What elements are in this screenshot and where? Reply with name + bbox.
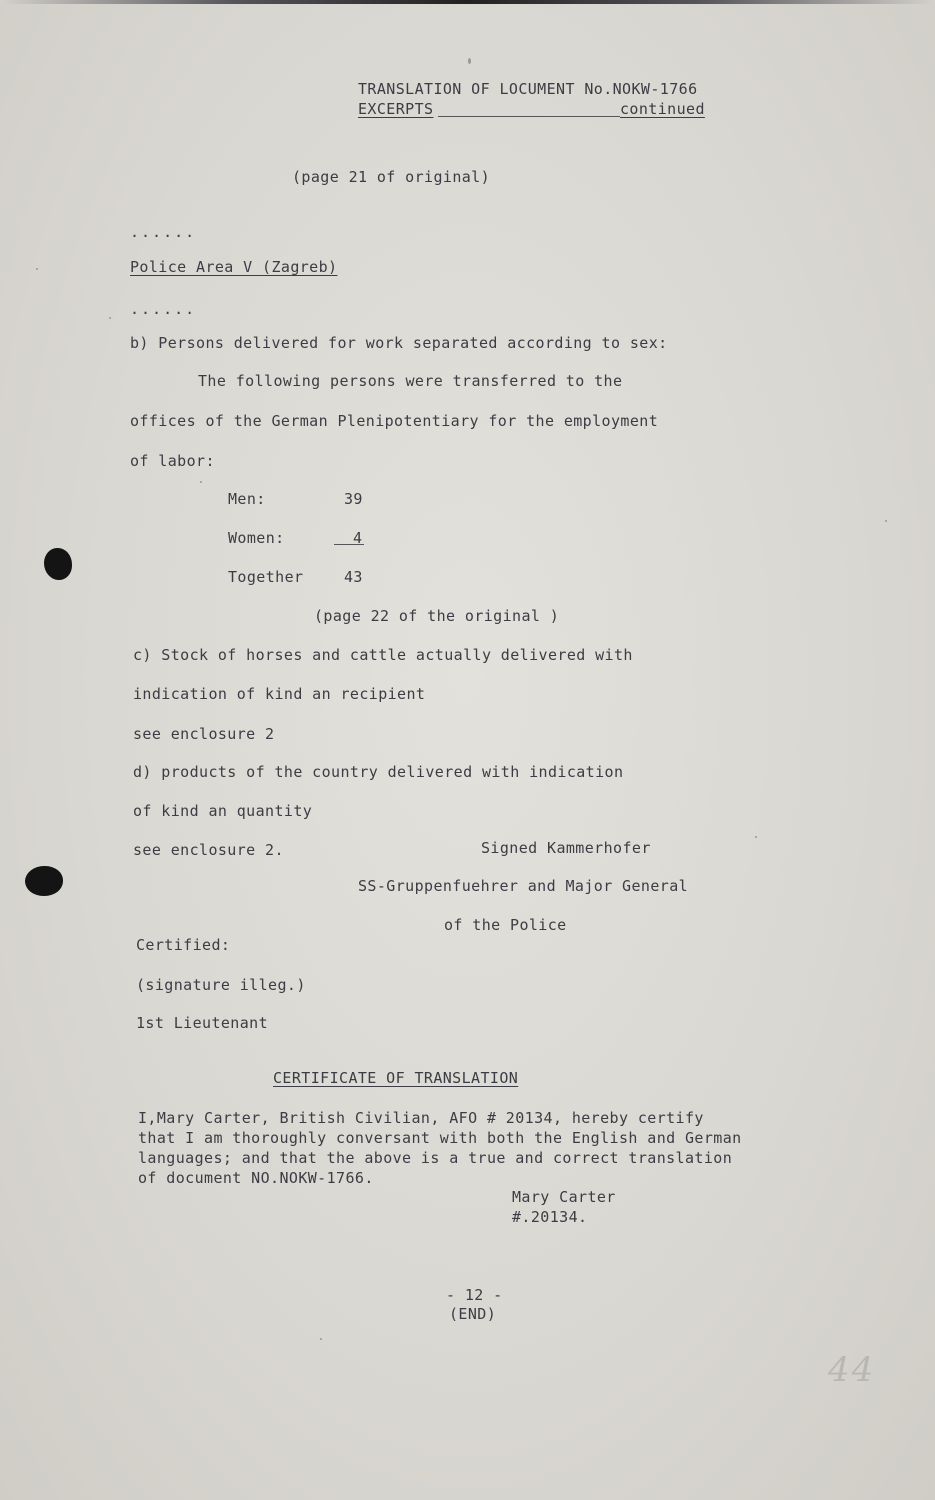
continued-label: continued — [620, 100, 705, 118]
item-c-line-2: indication of kind an recipient — [133, 685, 426, 703]
header-rule — [438, 116, 620, 117]
paper-speck — [885, 520, 887, 522]
end-marker: (END) — [449, 1305, 497, 1323]
certificate-line-3: languages; and that the above is a true and correct translation — [138, 1149, 733, 1167]
certificate-line-4: of document NO.NOKW-1766. — [138, 1169, 374, 1187]
item-d-line-1: d) products of the country delivered with indication — [133, 763, 624, 781]
certificate-line-1: I,Mary Carter, British Civilian, AFO # 20134, hereby certify — [138, 1109, 704, 1127]
signer-rank: SS-Gruppenfuehrer and Major General — [358, 877, 689, 895]
item-b-paragraph-line-3: of labor: — [130, 452, 215, 470]
page-reference-21: (page 21 of original) — [292, 168, 491, 186]
excerpts-label: EXCERPTS — [358, 100, 434, 118]
item-b-heading: b) Persons delivered for work separated according to sex: — [130, 334, 668, 352]
paper-speck — [109, 317, 111, 319]
certified-label: Certified: — [136, 936, 231, 954]
paper-speck — [755, 836, 757, 838]
punch-hole-top — [44, 548, 72, 580]
paper-speck — [468, 58, 471, 64]
men-count: 39 — [344, 490, 363, 508]
page-top-edge — [0, 0, 935, 4]
paper-speck — [36, 268, 38, 270]
signed-by: Signed Kammerhofer — [481, 839, 651, 857]
item-c-line-3: see enclosure 2 — [133, 725, 275, 743]
section-heading: Police Area V (Zagreb) — [130, 258, 338, 276]
page-reference-22: (page 22 of the original ) — [314, 607, 560, 625]
together-label: Together — [228, 568, 304, 586]
certified-rank: 1st Lieutenant — [136, 1014, 269, 1032]
certificate-title: CERTIFICATE OF TRANSLATION — [273, 1069, 519, 1087]
paper-speck — [320, 1338, 322, 1340]
item-d-line-3: see enclosure 2. — [133, 841, 284, 859]
paper-speck — [200, 481, 202, 483]
item-d-line-2: of kind an quantity — [133, 802, 313, 820]
ellipsis-1: ...... — [130, 223, 197, 241]
ellipsis-2: ...... — [130, 300, 197, 318]
page-number: - 12 - — [446, 1286, 503, 1304]
together-count: 43 — [344, 568, 363, 586]
punch-hole-bottom — [25, 866, 63, 896]
document-title: TRANSLATION OF LOCUMENT No.NOKW-1766 — [358, 80, 698, 98]
item-b-paragraph-line-2: offices of the German Plenipotentiary for the employment — [130, 412, 659, 430]
certificate-line-2: that I am thoroughly conversant with both the English and German — [138, 1129, 742, 1147]
translator-number: #.20134. — [512, 1208, 588, 1226]
translator-name: Mary Carter — [512, 1188, 616, 1206]
item-c-line-1: c) Stock of horses and cattle actually delivered with — [133, 646, 633, 664]
women-label: Women: — [228, 529, 285, 547]
signer-of-police: of the Police — [444, 916, 567, 934]
women-count: 4 — [353, 529, 363, 547]
certified-signature: (signature illeg.) — [136, 976, 306, 994]
handwritten-page-number: 44 — [828, 1350, 876, 1390]
men-label: Men: — [228, 490, 266, 508]
item-b-paragraph-line-1: The following persons were transferred to the — [198, 372, 623, 390]
